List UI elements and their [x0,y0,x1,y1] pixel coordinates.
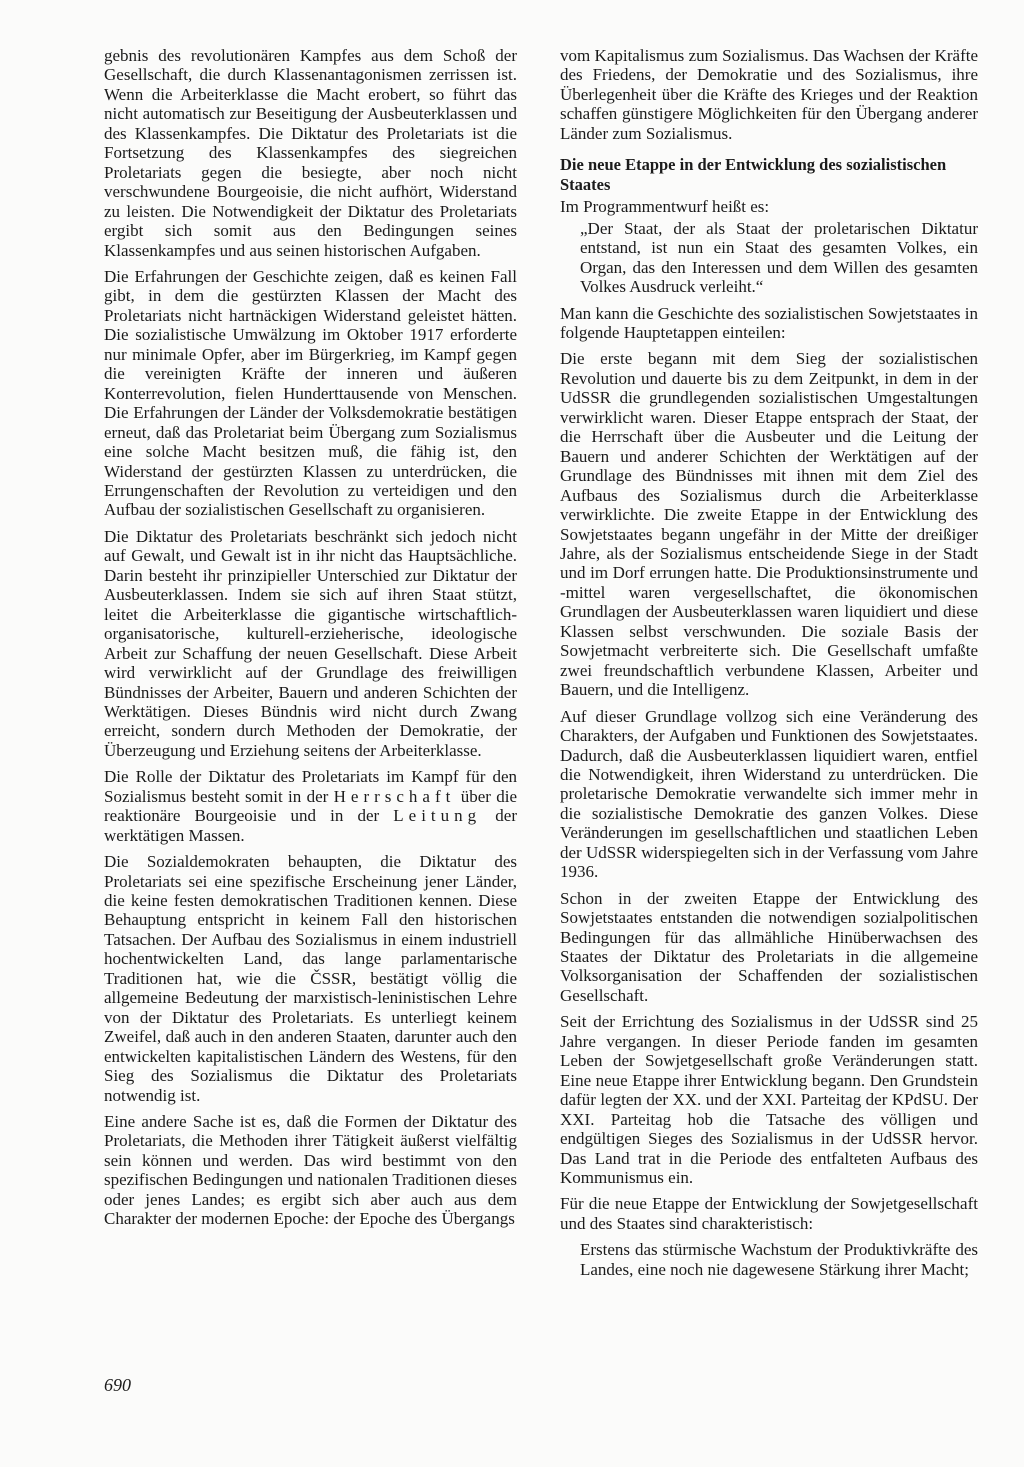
spaced-emphasis: Leitung [393,806,482,826]
paragraph: Für die neue Etappe der Entwicklung der Sowjetgesellschaft und des Staates sind charakteristisch: [560,1194,978,1233]
text-run: Die Rolle der Diktatur des Proletariats im Kampf für den Sozialismus besteht somit in der [104,767,517,806]
paragraph: gebnis des revolutionären Kampfes aus dem Schoß der Gesellschaft, die durch Klassenantagonismen zerrissen ist. Wenn die Arbeiterklasse die Macht erobert, so führt das nicht automatisch zur Beseitigung der Ausbeuterklassen und des Klassenkampfes. Die Diktatur des Proletariats ist die Fortsetzung des Klassenkampfes des siegreichen Proletariats gegen die besiegte, aber noch nicht verschwundene Bourgeoisie, die nicht aufhört, Widerstand zu leisten. Die Notwendigkeit der Diktatur des Proletariats ergibt sich somit aus den Bedingungen seines Klassenkampfes und aus seinen historischen Aufgaben. [104,46,517,260]
left-column [104,46,517,1236]
block-quote: „Der Staat, der als Staat der proletarischen Diktatur entstand, ist nun ein Staat des gesamten Volkes, ein Organ, das den Interessen und dem Willen des gesamten Volkes Ausdruck verleiht.“ [580,218,978,297]
paragraph: Die Erfahrungen der Geschichte zeigen, daß es keinen Fall gibt, in dem die gestürzten Klassen der Macht des Proletariats nicht hartnäckigen Widerstand geleistet hätten. Die sozialistische Umwälzung im Oktober 1917 erforderte nur minimale Opfer, aber im Bürgerkrieg, im Kampf gegen die vereinigten Kräfte der inneren und äußeren Konterrevolution, fielen Hunderttausende von Menschen. Die Erfahrungen der Länder der Volksdemokratie bestätigen erneut, daß das Proletariat beim Übergang zum Sozialismus eine solche Macht besitzen muß, die fähig ist, den Widerstand der gestürzten Klassen zu unterdrücken, die Errungenschaften der Revolution zu verteidigen und den Aufbau der sozialistischen Gesellschaft zu organisieren. [104,266,517,520]
paragraph: Seit der Errichtung des Sozialismus in der UdSSR sind 25 Jahre vergangen. In dieser Periode fanden im gesamten Leben der Sowjetgesellschaft große Veränderungen statt. Eine neue Etappe ihrer Entwicklung begann. Den Grundstein dafür legten der XX. und der XXI. Parteitag der KPdSU. Der XXI. Parteitag hob die Tatsache des völligen und endgültigen Sieges des Sozialismus in der UdSSR hervor. Das Land trat in die Periode des entfalteten Aufbaus des Kommunismus ein. [560,1012,978,1188]
right-column [560,46,978,1286]
list-item: Erstens das stürmische Wachstum der Produktivkräfte des Landes, eine noch nie dagewesene Stärkung ihrer Macht; [580,1240,978,1279]
paragraph: Die Sozialdemokraten behaupten, die Diktatur des Proletariats sei eine spezifische Erscheinung jener Länder, die keine festen demokratischen Traditionen kennen. Diese Behauptung entspricht in keinem Fall den historischen Tatsachen. Der Aufbau des Sozialismus in einem industriell hochentwickelten Land, das lange parlamentarische Traditionen hat, wie die ČSSR, bestätigt völlig die allgemeine Bedeutung der marxistisch-leninistischen Lehre von der Diktatur des Proletariats. Es unterliegt keinem Zweifel, daß auch in den anderen Staaten, darunter auch den entwickelten kapitalistischen Ländern des Westens, für den Sieg des Sozialismus die Diktatur des Proletariats notwendig ist. [104,852,517,1105]
spaced-emphasis: Herrschaft [333,786,456,806]
text-run: über die reaktionäre Bourgeoisie und in der [104,786,517,826]
paragraph: Schon in der zweiten Etappe der Entwicklung des Sowjetstaates entstanden die notwendigen sozialpolitischen Bedingungen für das allmähliche Hinüberwachsen des Staates der Diktatur des Proletariats in die allgemeine Volksorganisation der Schaffenden der sozialistischen Gesellschaft. [560,888,978,1005]
page-number: 690 [104,1375,131,1395]
paragraph: Im Programmentwurf heißt es: [560,197,770,217]
paragraph [104,767,517,845]
paragraph: Die erste begann mit dem Sieg der sozialistischen Revolution und dauerte bis zu dem Zeitpunkt, in dem in der UdSSR die grundlegenden sozialistischen Umgestaltungen verwirklicht waren. Dieser Etappe entsprach der Staat, der die Herrschaft über die Ausbeuter und die Leitung der Bauern und anderer Schichten der Werktätigen auf der Grundlage des Bündnisses mit ihnen mit dem Ziel des Aufbaus des Sozialismus durch die Arbeiterklasse verwirklichte. Die zweite Etappe in der Entwicklung des Sowjetstaates begann ungefähr in der Mitte der dreißiger Jahre, als der Sozialismus entscheidende Siege in der Stadt und im Dorf errungen hatte. Die Produktionsinstrumente und -mittel waren vergesellschaftet, die ökonomischen Grundlagen der Ausbeuterklassen waren liquidiert und diese Klassen selbst verschwunden. Die soziale Basis der Sowjetmacht verbreiterte sich. Die Gesellschaft umfaßte zwei freundschaftlich verbundene Klassen, Arbeiter und Bauern, und die Intelligenz. [560,349,978,700]
paragraph: Auf dieser Grundlage vollzog sich eine Veränderung des Charakters, der Aufgaben und Funktionen des Sowjetstaates. Dadurch, daß die Ausbeuterklassen liquidiert waren, entfiel die Notwendigkeit, ihren Widerstand zu unterdrücken. Die proletarische Demokratie verwandelte sich immer mehr in die sozialistische Demokratie des ganzen Volkes. Diese Veränderungen im gesellschaftlichen und staatlichen Leben der UdSSR widerspiegelten sich in der Verfassung vom Jahre 1936. [560,706,978,882]
paragraph: Man kann die Geschichte des sozialistischen Sowjetstaates in folgende Hauptetappen einteilen: [560,303,978,342]
section-heading: Die neue Etappe in der Entwicklung des sozialistischen Staates [560,155,947,194]
paragraph: Die Diktatur des Proletariats beschränkt sich jedoch nicht auf Gewalt, und Gewalt ist in ihr nicht das Hauptsächliche. Darin besteht ihr prinzipieller Unterschied zur Diktatur der Ausbeuterklassen. Indem sie sich auf ihren Staat stützt, leitet die Arbeiterklasse die gigantische wirtschaftlich-organisatorische, kulturell-erzieherische, ideologische Arbeit zur Schaffung der neuen Gesellschaft. Diese Arbeit wird verwirklicht auf der Grundlage des freiwilligen Bündnisses der Arbeiter, Bauern und anderen Schichten der Werktätigen. Dieses Bündnis wird nicht durch Zwang erreicht, sondern durch Methoden der Demokratie, der Überzeugung und Erziehung seitens der Arbeiterklasse. [104,526,517,760]
paragraph: vom Kapitalismus zum Sozialismus. Das Wachsen der Kräfte des Friedens, der Demokratie und des Sozialismus, ihre Überlegenheit über die Kräfte des Krieges und der Reaktion schaffen günstigere Möglichkeiten für den Übergang anderer Länder zum Sozialismus. [560,46,978,143]
paragraph: Eine andere Sache ist es, daß die Formen der Diktatur des Proletariats, die Methoden ihrer Tätigkeit äußerst vielfältig sein können und werden. Das wird bestimmt von den spezifischen Bedingungen und nationalen Traditionen dieses oder jenes Landes; es ergibt sich aber auch aus dem Charakter der modernen Epoche: der Epoche des Übergangs [104,1112,517,1229]
text-run: der werktätigen Massen. [104,806,517,845]
